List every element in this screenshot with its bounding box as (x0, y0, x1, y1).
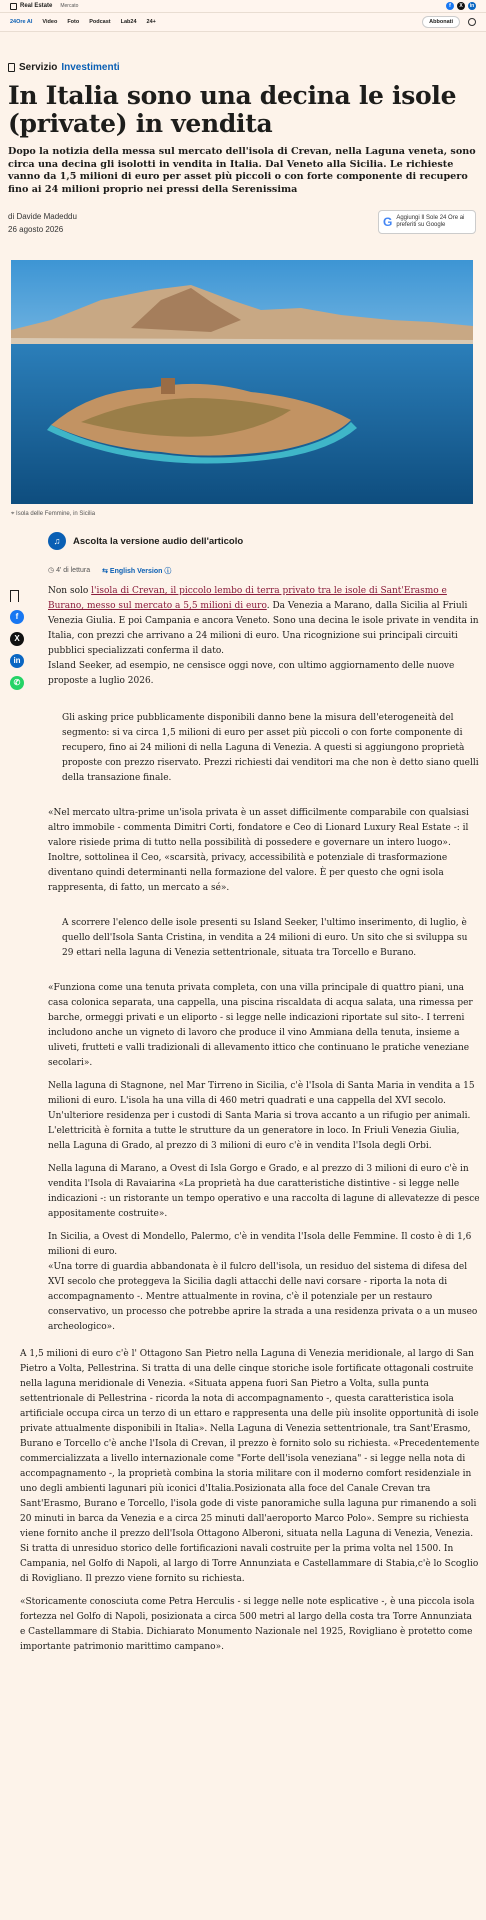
document-icon (8, 63, 15, 72)
audio-label: Ascolta la versione audio dell'articolo (73, 535, 244, 547)
byline (8, 210, 77, 236)
kicker-category[interactable]: Investimenti (61, 62, 120, 73)
user-icon[interactable] (468, 18, 476, 26)
share-linkedin-icon[interactable]: in (10, 654, 24, 668)
article-meta (48, 566, 480, 576)
caption-text: Isola delle Femmine, in Sicilia (16, 511, 96, 517)
publish-date: 26 agosto 2026 (8, 225, 64, 234)
nav-item-lab24[interactable]: Lab24 (120, 19, 137, 25)
share-facebook-icon[interactable]: f (10, 610, 24, 624)
headphones-icon: ♫ (48, 532, 66, 550)
nav-item-podcast[interactable]: Podcast (89, 19, 111, 25)
nav-item-24ore-ai[interactable]: 24Ore AI (10, 19, 33, 25)
google-icon: G (383, 214, 393, 229)
paragraph-5: A scorrere l'elenco delle isole presenti su Island Seeker, l'ultimo inserimento, di luglio, è quello dell'Isola Santa Cristina, in vendita a 24 milioni di euro. Un sito che si sviluppa su 29 ettari nella laguna di Venezia settentrionale, situata tra Torcello e Burano. (62, 918, 468, 958)
linkedin-icon[interactable]: in (469, 3, 475, 9)
kicker-type: Servizio (19, 62, 58, 73)
paragraph-7: Nella laguna di Stagnone, nel Mar Tirreno in Sicilia, c'è l'Isola di Santa Maria in vendita a 15 milioni di euro. L'isola ha una villa di 460 metri quadrati e una cappella del XVI secolo. Un'ulteriore residenza per i custodi di Santa Maria si trova accanto a un rifugio per animali. L'elettricità è fornita a tutte le strutture da un generatore in loco. In Friuli Venezia Giulia, nella Laguna di Grado, al prezzo di 3 milioni di euro c'è in vendita l'Isola degli Orbi. (48, 1081, 475, 1151)
x-icon[interactable]: X (457, 2, 465, 10)
nav-item-video[interactable]: Video (42, 19, 58, 25)
share-x-icon[interactable]: X (10, 632, 24, 646)
bookmark-icon[interactable] (10, 590, 19, 602)
crevan-link[interactable]: l'isola di Crevan, il piccolo lembo di terra privato tra le isole di Sant'Erasmo e Burano, messo sul mercato a 5,5 milioni di euro (48, 586, 447, 611)
logo-mark-icon (10, 3, 17, 10)
nav-item-24plus[interactable]: 24+ (146, 19, 156, 25)
subscribe-button[interactable]: Abbonati (422, 16, 460, 28)
brand-label: Real Estate (20, 3, 53, 9)
paragraph-2: Island Seeker, ad esempio, ne censisce oggi nove, con ultimo aggiornamento delle nuove proposte a luglio 2026. (48, 661, 455, 686)
english-version-link[interactable]: ⇆ English Version ⓘ (102, 568, 172, 575)
read-time: ◷ 4' di lettura (48, 567, 91, 574)
camera-icon: ⌖ (11, 511, 17, 517)
section-label[interactable]: Mercato (60, 3, 79, 9)
paragraph-4: «Nel mercato ultra-prime un'isola privata è un asset difficilmente comparabile con qualsiasi altro immobile - commenta Dimitri Corti, fondatore e Ceo di Lionard Luxury Real Estate -: il valore risiede prima di tutto nella possibilità di possedere e governare un intero luogo». Inoltre, sottolinea il Ceo, «scarsità, privacy, accessibilità e potenziale di trasformazione diventano quindi determinanti nella formazione del valore. È per questo che ogni isola rappresenta, di fatto, un mercato a sé». (48, 808, 469, 893)
social-links (446, 2, 476, 10)
article-summary: Dopo la notizia della messa sul mercato dell'isola di Crevan, nella Laguna veneta, sono circa una decina gli isolotti in vendita in Italia. Dal Veneto alla Sicilia. Le richieste vanno da 1,5 milioni di euro per asset più piccoli o con forte componente di recupero fino ai 24 milioni proprio nei pressi della Serenissima (8, 146, 476, 195)
top-bar (0, 0, 486, 12)
paragraph-11: A 1,5 milioni di euro c'è l' Ottagono San Pietro nella Laguna di Venezia meridionale, al largo di San Pietro a Volta, Pellestrina. Si tratta di una delle cinque storiche isole fortificate ottagonali costruite nella laguna meridionale di Venezia. «Situata appena fuori San Pietro a Volta, sulla punta settentrionale di Pellestrina - ricorda la nota di accompagnamento -, questa caratteristica isola artificiale occupa circa un terzo di un ettaro e rappresenta una delle più insolite opportunità di isole private attualmente disponibili in Italia». Nella Laguna di Venezia settentrionale, tra Sant'Erasmo, Burano e Torcello c'è anche l'Isola di Crevan, il prezzo è fornito solo su richiesta. «Precedentemente commercializzata a livello internazionale come "Forte dell'isola veneziana" - si legge nella nota di accompagnamento -, la proprietà combina la storia militare con il moderno comfort residenziale in uno degli ambienti lagunari più iconici d'Italia.Posizionata alla foce del Canale Crevan tra Sant'Erasmo, Burano e Torcello, l'isola gode di viste panoramiche sulla laguna pur rimanendo a soli 20 minuti in barca da Venezia e a circa 25 minuti dall'aeroporto Marco Polo». Sempre su richiesta viene fornito anche il prezzo dell'Isola Ottagono Alberoni, situata nella Laguna di Venezia, Venezia. Si tratta di unresiduo storico delle fortificazioni navali costruite per la prima volta nel 1500. In Campania, nel Golfo di Napoli, al largo di Torre Annunziata e Castellammare di Stabia,c'è lo Scoglio di Rovigliano. Il prezzo viene fornito su richiesta. (20, 1349, 480, 1584)
facebook-icon[interactable]: f (446, 2, 454, 10)
main-nav (0, 12, 486, 32)
byline-row (8, 210, 476, 236)
paragraph-10: «Una torre di guardia abbandonata è il fulcro dell'isola, un residuo del sistema di difesa del XVI secolo che proteggeva la Sicilia dagli attacchi delle navi corsare - riporta la nota di accompagnamento -. Mentre attualmente in rovina, c'è il potenziale per un restauro conservativo, un processo che potrebbe aprire la strada a una residenza privata o a un museo archeologico». (48, 1262, 478, 1332)
paragraph-3: Gli asking price pubblicamente disponibili danno bene la misura dell'eterogeneità del segmento: si va circa 1,5 milioni di euro per asset più piccoli o con forte componente di recupero, fino ai 24 milioni di nella Laguna di Venezia. A questi si aggiungono proprietà proposte con prezzo riservato. Prezzi richiesti dai venditori ma che non è detto siano quelli della transazione finale. (62, 713, 479, 783)
share-rail (10, 590, 24, 690)
island-photo (11, 260, 473, 504)
article-title: In Italia sono una decina le isole (private) in vendita (8, 81, 457, 138)
article-body (48, 532, 480, 1335)
article-content (0, 62, 486, 1655)
article-body-wide (20, 1347, 480, 1655)
paragraph-6: «Funziona come una tenuta privata completa, con una villa principale di quattro piani, una casa colonica separata, una cappella, una piscina riscaldata di acqua salata, una rimessa per barche, ormeggi privati e un eliporto - si legge nelle indicazioni riportate sul sito-. I terreni includono anche un vigneto di lavoro che produce il vino Ammiana della tenuta, insieme a uliveti, frutteti e valli tradizionali di allevamento ittico che continuano le pratiche veneziane secolari». (48, 983, 473, 1068)
share-whatsapp-icon[interactable]: ✆ (10, 676, 24, 690)
image-caption (11, 511, 476, 518)
paragraph-9: In Sicilia, a Ovest di Mondello, Palermo, c'è in vendita l'Isola delle Femmine. Il costo è di 1,6 milioni di euro. (48, 1232, 472, 1257)
audio-player[interactable] (48, 532, 480, 550)
site-logo[interactable] (10, 3, 52, 10)
google-button-label: Aggiungi Il Sole 24 Ore ai preferiti su Google (396, 215, 465, 228)
nav-item-foto[interactable]: Foto (67, 19, 80, 25)
paragraph-12: «Storicamente conosciuta come Petra Herculis - si legge nelle note esplicative -, è una piccola isola fortezza nel Golfo di Napoli, posizionata a circa 500 metri al largo della costa tra Torre Annunziata e Castellammare di Stabia. Dichiarato Monumento Nazionale nel 1925, Rovigliano è protetto come importante patrimonio marittimo campano». (20, 1597, 475, 1652)
hero-image (11, 260, 473, 504)
paragraph-8: Nella laguna di Marano, a Ovest di Isla Gorgo e Grado, e al prezzo di 3 milioni di euro c'è in vendita l'Isola di Ravaiarina «La proprietà ha due caratteristiche distintive - si legge nelle indicazioni -: un ristorante un tempo operativo e una raccolta di lagune di allevatezze di pesce appositamente costruite». (48, 1164, 480, 1219)
paragraph-1: Non solo l'isola di Crevan, il piccolo lembo di terra privato tra le isole di Sant'Erasmo e Burano, messo sul mercato a 5,5 milioni di euro. Da Venezia a Marano, dalla Sicilia al Friuli Venezia Giulia. E poi Campania e ancora Veneto. Sono una decina le isole private in vendita in Italia, con prezzi che arrivano a 24 milioni di euro. Una ricognizione sui principali circuiti pubblici specializzati conferma il dato. (48, 586, 479, 656)
kicker (8, 62, 476, 73)
google-preferred-button[interactable] (378, 210, 476, 234)
author[interactable]: di Davide Madeddu (8, 212, 77, 221)
